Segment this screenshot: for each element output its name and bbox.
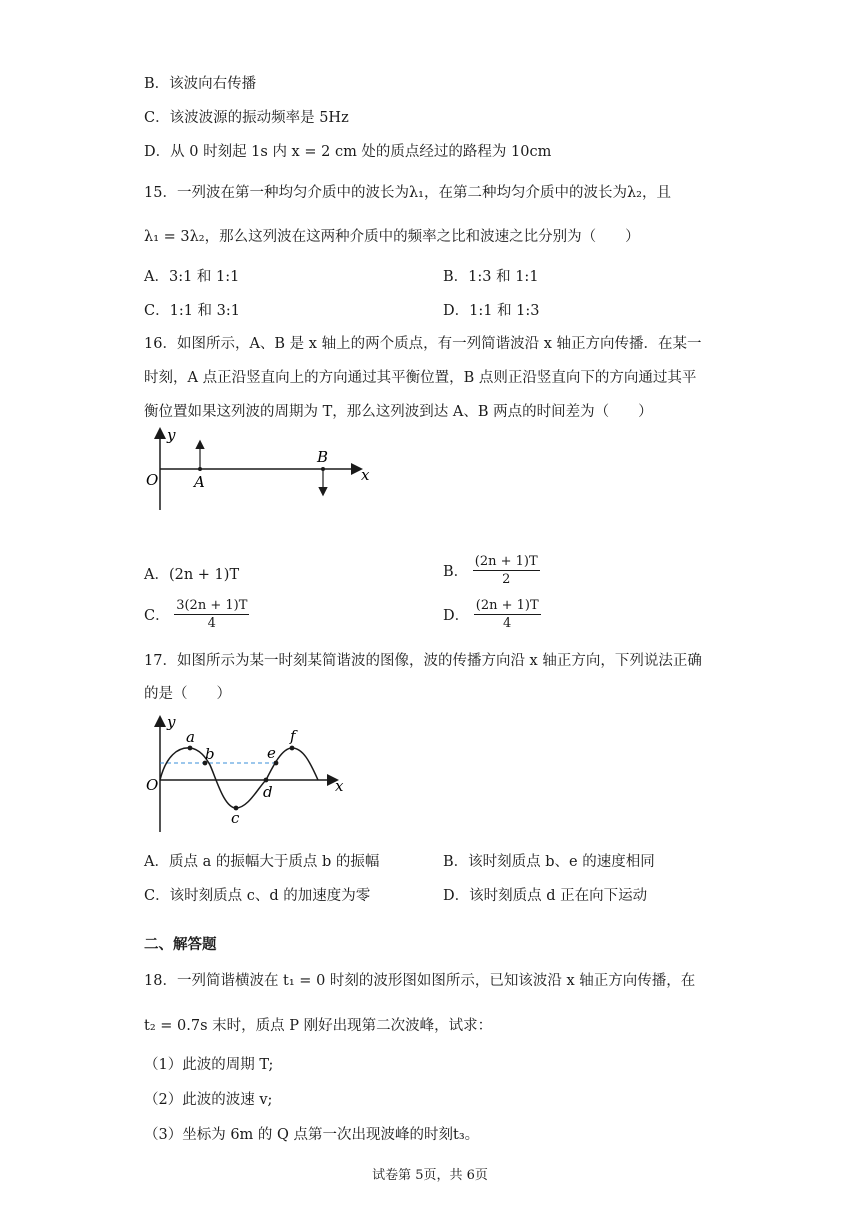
q14-option-b: B．该波向右传播 — [144, 76, 257, 92]
section-heading: 二、解答题 — [144, 936, 217, 953]
q18-subquestion-2: （2）此波的波速 v; — [144, 1092, 273, 1108]
q17-label-f: f — [290, 727, 296, 745]
q16-option-d — [443, 597, 541, 632]
q16-option-b — [443, 553, 540, 588]
q16-option-d-label: D． — [443, 608, 470, 624]
q18-subquestion-1: （1）此波的周期 T; — [144, 1057, 274, 1073]
q15-stem-line2: λ₁ = 3λ₂，那么这列波在这两种介质中的频率之比和波速之比分别为（ ） — [144, 229, 640, 245]
q17-label-d: d — [263, 783, 273, 801]
q17-option-b: B．该时刻质点 b、e 的速度相同 — [443, 854, 655, 870]
q17-wave-curve — [160, 748, 318, 808]
q15-option-a: A．3:1 和 1:1 — [144, 269, 240, 285]
q16-option-d-denominator: 4 — [503, 616, 512, 631]
q17-figure — [140, 710, 350, 836]
q16-point-a — [198, 467, 202, 471]
q17-stem-line1: 17．如图所示为某一时刻某简谐波的图像，波的传播方向沿 x 轴正方向，下列说法正确 — [144, 653, 702, 669]
q15-option-d: D．1:1 和 1:3 — [443, 303, 540, 319]
q16-option-c-fraction — [174, 597, 249, 632]
q16-option-c — [144, 597, 249, 632]
q16-point-b — [321, 467, 325, 471]
q16-stem-line1: 16．如图所示，A、B 是 x 轴上的两个质点，有一列简谐波沿 x 轴正方向传播．在某一 — [144, 336, 702, 352]
q17-option-c: C．该时刻质点 c、d 的加速度为零 — [144, 888, 371, 904]
q17-label-c: c — [231, 809, 240, 827]
q17-stem-line2: 的是（ ） — [144, 686, 231, 702]
q17-label-y: y — [167, 713, 176, 731]
q16-label-b: B — [317, 448, 329, 466]
q16-option-b-denominator: 2 — [502, 572, 511, 587]
page-footer: 试卷第 5页，共 6页 — [372, 1168, 488, 1183]
q16-stem-line2: 时刻，A 点正沿竖直向上的方向通过其平衡位置，B 点则正沿竖直向下的方向通过其平 — [144, 370, 697, 386]
q17-option-a: A．质点 a 的振幅大于质点 b 的振幅 — [144, 854, 380, 870]
q15-stem-line1: 15．一列波在第一种均匀介质中的波长为λ₁，在第二种均匀介质中的波长为λ₂，且 — [144, 185, 671, 201]
q17-label-x: x — [335, 777, 344, 795]
q16-option-c-numerator: 3(2n + 1)T — [176, 598, 248, 613]
q14-option-c: C．该波波源的振动频率是 5Hz — [144, 110, 349, 126]
q15-option-c: C．1:1 和 3:1 — [144, 303, 240, 319]
q14-option-d: D．从 0 时刻起 1s 内 x = 2 cm 处的质点经过的路程为 10cm — [144, 144, 552, 160]
q18-stem-line1: 18．一列简谐横波在 t₁ = 0 时刻的波形图如图所示，已知该波沿 x 轴正方向传播，在 — [144, 973, 696, 989]
q18-subquestion-3: （3）坐标为 6m 的 Q 点第一次出现波峰的时刻t₃。 — [144, 1127, 480, 1143]
q17-point-f — [290, 746, 295, 751]
q16-label-x: x — [361, 466, 370, 484]
q15-option-b: B．1:3 和 1:1 — [443, 269, 539, 285]
q16-option-d-fraction — [474, 597, 541, 632]
q18-stem-line2: t₂ = 0.7s 末时，质点 P 刚好出现第二次波峰，试求： — [144, 1018, 493, 1034]
q17-label-e: e — [267, 744, 276, 762]
q16-label-y: y — [167, 426, 176, 444]
q17-option-d: D．该时刻质点 d 正在向下运动 — [443, 888, 648, 904]
q16-option-d-numerator: (2n + 1)T — [475, 598, 539, 613]
q17-label-o: O — [146, 776, 159, 794]
q16-label-o: O — [146, 471, 159, 489]
q16-label-a: A — [194, 473, 205, 491]
q16-option-b-fraction — [473, 553, 540, 588]
q17-label-b: b — [205, 745, 215, 763]
q16-option-c-label: C． — [144, 608, 170, 624]
q17-point-d — [264, 778, 269, 783]
q16-figure — [140, 424, 380, 516]
q16-option-c-denominator: 4 — [207, 616, 216, 631]
q17-label-a: a — [186, 728, 195, 746]
q16-option-b-label: B． — [443, 564, 469, 580]
q16-option-b-numerator: (2n + 1)T — [474, 554, 538, 569]
q16-option-a: A．(2n + 1)T — [144, 567, 240, 583]
q16-stem-line3: 衡位置如果这列波的周期为 T，那么这列波到达 A、B 两点的时间差为（ ） — [144, 404, 653, 420]
q17-point-a — [188, 746, 193, 751]
